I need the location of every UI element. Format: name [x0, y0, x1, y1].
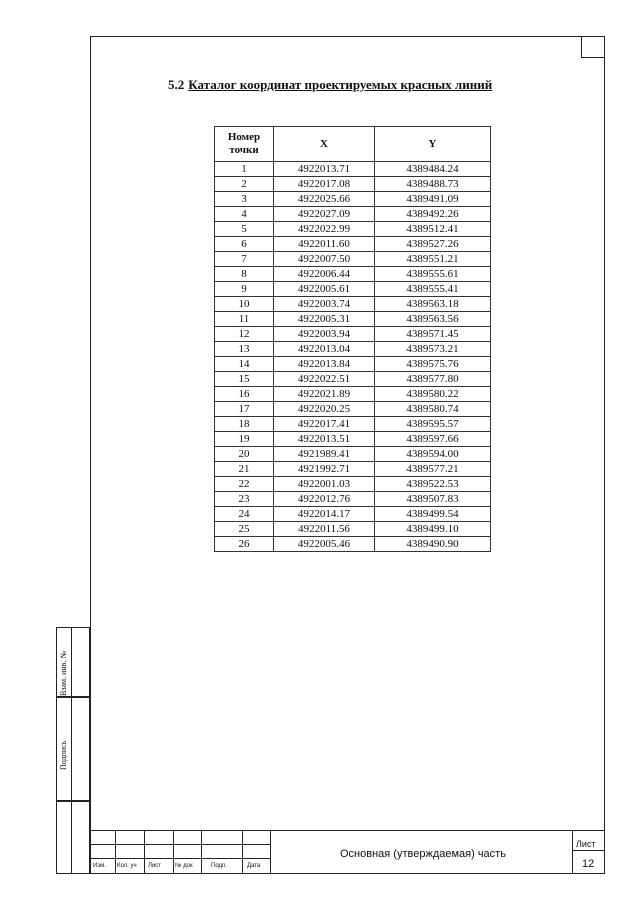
cell-point-number: 21 [215, 462, 274, 477]
cell-point-number: 7 [215, 252, 274, 267]
side-label-replacement-inv: Взам. инв. № [59, 650, 68, 696]
cell-x: 4922021.89 [274, 387, 375, 402]
cell-x: 4922025.66 [274, 192, 375, 207]
stamp-col-izm: Изм. [93, 863, 106, 869]
cell-y: 4389573.21 [375, 342, 491, 357]
cell-x: 4922017.41 [274, 417, 375, 432]
cell-point-number: 17 [215, 402, 274, 417]
table-row [215, 447, 491, 462]
cell-y: 4389490.90 [375, 537, 491, 552]
cell-point-number: 16 [215, 387, 274, 402]
cell-point-number: 3 [215, 192, 274, 207]
cell-y: 4389491.09 [375, 192, 491, 207]
cell-point-number: 10 [215, 297, 274, 312]
section-title [168, 77, 492, 93]
cell-point-number: 12 [215, 327, 274, 342]
table-row [215, 432, 491, 447]
document-name: Основная (утверждаемая) часть [340, 848, 506, 860]
table-row [215, 267, 491, 282]
cell-point-number: 11 [215, 312, 274, 327]
table-row [215, 222, 491, 237]
table-row [215, 192, 491, 207]
side-label-cell [57, 698, 72, 800]
cell-y: 4389555.41 [375, 282, 491, 297]
cell-point-number: 8 [215, 267, 274, 282]
table-row [215, 252, 491, 267]
table-row [215, 417, 491, 432]
cell-x: 4922013.51 [274, 432, 375, 447]
cell-x: 4922013.84 [274, 357, 375, 372]
cell-y: 4389594.00 [375, 447, 491, 462]
cell-y: 4389499.10 [375, 522, 491, 537]
cell-y: 4389551.21 [375, 252, 491, 267]
cell-y: 4389492.26 [375, 207, 491, 222]
cell-x: 4922022.51 [274, 372, 375, 387]
header-y: Y [375, 127, 491, 162]
corner-box [581, 36, 605, 58]
cell-x: 4922007.50 [274, 252, 375, 267]
cell-y: 4389577.21 [375, 462, 491, 477]
cell-x: 4922011.60 [274, 237, 375, 252]
stamp-col-date: Дата [247, 863, 261, 869]
cell-x: 4922013.04 [274, 342, 375, 357]
cell-y: 4389580.22 [375, 387, 491, 402]
cell-point-number: 15 [215, 372, 274, 387]
cell-y: 4389527.26 [375, 237, 491, 252]
cell-y: 4389522.53 [375, 477, 491, 492]
table-row [215, 237, 491, 252]
side-label-signature: Подпись [59, 740, 68, 770]
cell-y: 4389507.83 [375, 492, 491, 507]
cell-point-number: 1 [215, 162, 274, 177]
table-row [215, 387, 491, 402]
cell-y: 4389580.74 [375, 402, 491, 417]
cell-y: 4389512.41 [375, 222, 491, 237]
cell-point-number: 25 [215, 522, 274, 537]
stamp-col-doc: № док [175, 863, 193, 869]
table-row [215, 177, 491, 192]
table-row [215, 462, 491, 477]
cell-x: 4922006.44 [274, 267, 375, 282]
cell-point-number: 13 [215, 342, 274, 357]
cell-x: 4922020.25 [274, 402, 375, 417]
cell-point-number: 23 [215, 492, 274, 507]
cell-x: 4922005.61 [274, 282, 375, 297]
section-number: 5.2 [168, 77, 185, 92]
side-box-replacement-inv [56, 627, 90, 697]
table-row [215, 342, 491, 357]
cell-point-number: 19 [215, 432, 274, 447]
stamp-col-list: Лист [148, 863, 162, 869]
cell-point-number: 20 [215, 447, 274, 462]
stamp-col-podp: Подп. [211, 863, 227, 869]
section-title-text: Каталог координат проектируемых красных линий [188, 77, 493, 92]
cell-x: 4922005.46 [274, 537, 375, 552]
cell-x: 4922027.09 [274, 207, 375, 222]
cell-x: 4922005.31 [274, 312, 375, 327]
cell-x: 4921989.41 [274, 447, 375, 462]
cell-y: 4389563.56 [375, 312, 491, 327]
coordinates-table [214, 126, 491, 552]
table-row [215, 297, 491, 312]
header-x: X [274, 127, 375, 162]
cell-point-number: 18 [215, 417, 274, 432]
title-block-stamp [90, 830, 605, 874]
cell-x: 4922012.76 [274, 492, 375, 507]
cell-y: 4389571.45 [375, 327, 491, 342]
table-row [215, 327, 491, 342]
cell-x: 4921992.71 [274, 462, 375, 477]
cell-point-number: 26 [215, 537, 274, 552]
table-row [215, 162, 491, 177]
cell-y: 4389484.24 [375, 162, 491, 177]
side-box-empty [56, 801, 90, 874]
table-row [215, 312, 491, 327]
cell-x: 4922003.94 [274, 327, 375, 342]
cell-point-number: 5 [215, 222, 274, 237]
cell-y: 4389597.66 [375, 432, 491, 447]
cell-point-number: 24 [215, 507, 274, 522]
cell-point-number: 6 [215, 237, 274, 252]
side-box-signature [56, 697, 90, 801]
cell-x: 4922022.99 [274, 222, 375, 237]
sheet-number: 12 [582, 858, 595, 870]
cell-x: 4922014.17 [274, 507, 375, 522]
side-label-cell [57, 628, 72, 696]
table-row [215, 477, 491, 492]
cell-point-number: 2 [215, 177, 274, 192]
cell-x: 4922017.08 [274, 177, 375, 192]
table-row [215, 522, 491, 537]
cell-y: 4389555.61 [375, 267, 491, 282]
stamp-col-kol-uch: Кол. уч [117, 863, 137, 869]
table-row [215, 372, 491, 387]
cell-y: 4389575.76 [375, 357, 491, 372]
cell-y: 4389488.73 [375, 177, 491, 192]
table-row [215, 357, 491, 372]
table-row [215, 537, 491, 552]
cell-x: 4922013.71 [274, 162, 375, 177]
cell-point-number: 9 [215, 282, 274, 297]
cell-y: 4389595.57 [375, 417, 491, 432]
sheet-label: Лист [576, 839, 596, 849]
cell-y: 4389577.80 [375, 372, 491, 387]
table-row [215, 402, 491, 417]
cell-point-number: 22 [215, 477, 274, 492]
cell-point-number: 14 [215, 357, 274, 372]
cell-x: 4922003.74 [274, 297, 375, 312]
table-header-row [215, 127, 491, 162]
cell-y: 4389499.54 [375, 507, 491, 522]
table-row [215, 507, 491, 522]
cell-x: 4922011.56 [274, 522, 375, 537]
side-label-cell [57, 802, 72, 873]
cell-point-number: 4 [215, 207, 274, 222]
table-row [215, 207, 491, 222]
table-row [215, 282, 491, 297]
header-point-number: Номер точки [215, 127, 274, 162]
cell-x: 4922001.03 [274, 477, 375, 492]
cell-y: 4389563.18 [375, 297, 491, 312]
table-row [215, 492, 491, 507]
